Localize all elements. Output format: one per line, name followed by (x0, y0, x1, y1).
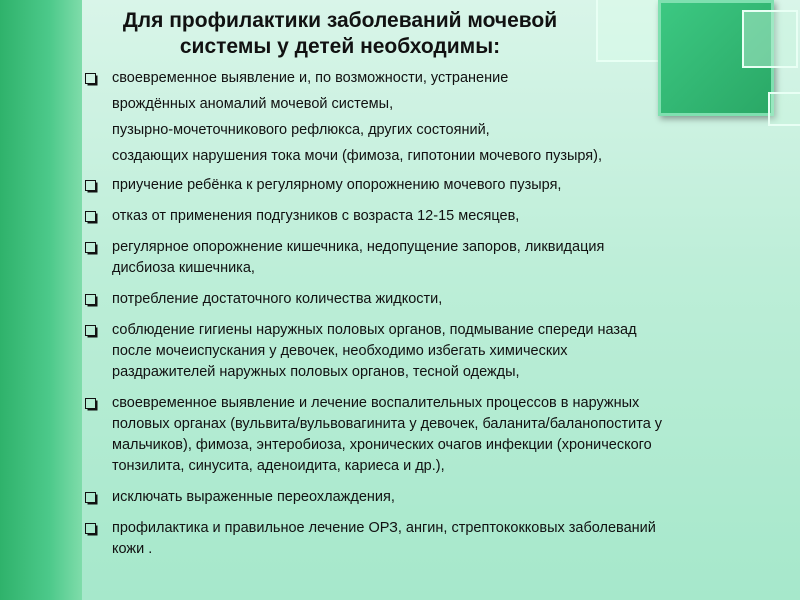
list-item-line: половых органах (вульвита/вульвовагинита у девочек, баланита/баланопостита у (112, 416, 663, 432)
list-item (82, 518, 782, 560)
list-item-line: дисбиоза кишечника, (112, 260, 255, 276)
list-item-line: профилактика и правильное лечение ОРЗ, ангин, стрептококковых заболеваний (112, 520, 656, 536)
decorative-small-square (742, 10, 798, 68)
checkbox-bullet-icon (85, 398, 96, 409)
list-item (82, 320, 782, 383)
checkbox-bullet-icon (85, 492, 96, 503)
list-item-line: потребление достаточного количества жидкости, (112, 291, 443, 307)
list-item (82, 487, 782, 508)
list-item-line: кожи . (112, 541, 153, 557)
list-item-line: исключать выраженные переохлаждения, (112, 489, 395, 505)
prevention-list (82, 68, 782, 570)
slide-title (100, 8, 580, 60)
checkbox-bullet-icon (85, 180, 96, 191)
list-item-line: врождённых аномалий мочевой системы, (112, 96, 394, 112)
list-item-line: своевременное выявление и лечение воспалительных процессов в наружных (112, 395, 640, 411)
list-item (82, 175, 782, 196)
list-item-line: приучение ребёнка к регулярному опорожнению мочевого пузыря, (112, 177, 562, 193)
list-item (82, 289, 782, 310)
list-item-line: пузырно-мочеточникового рефлюкса, других состояний, (112, 122, 490, 138)
list-item-line: мальчиков), фимоза, энтеробиоза, хронических очагов инфекции (хронического (112, 437, 652, 453)
list-item-line: раздражителей наружных половых органов, тесной одежды, (112, 364, 520, 380)
list-item-line: регулярное опорожнение кишечника, недопущение запоров, ликвидация (112, 239, 605, 255)
list-item (82, 237, 782, 279)
list-item-line: отказ от применения подгузников с возраста 12-15 месяцев, (112, 208, 520, 224)
list-item-line: соблюдение гигиены наружных половых органов, подмывание спереди назад (112, 322, 637, 338)
left-accent-bar (0, 0, 82, 600)
checkbox-bullet-icon (85, 325, 96, 336)
checkbox-bullet-icon (85, 73, 96, 84)
list-item-line: создающих нарушения тока мочи (фимоза, гипотонии мочевого пузыря), (112, 148, 602, 164)
title-line-1: Для профилактики заболеваний мочевой (122, 9, 558, 32)
list-item (82, 393, 782, 477)
list-item-line: после мочеиспускания у девочек, необходимо избегать химических (112, 343, 568, 359)
list-item (82, 206, 782, 227)
list-item (82, 68, 782, 167)
checkbox-bullet-icon (85, 211, 96, 222)
checkbox-bullet-icon (85, 242, 96, 253)
list-item-line: тонзилита, синусита, аденоидита, кариеса и др.), (112, 458, 445, 474)
list-item-line: своевременное выявление и, по возможности, устранение (112, 70, 509, 86)
checkbox-bullet-icon (85, 294, 96, 305)
checkbox-bullet-icon (85, 523, 96, 534)
title-line-2: системы у детей необходимы: (179, 35, 501, 58)
